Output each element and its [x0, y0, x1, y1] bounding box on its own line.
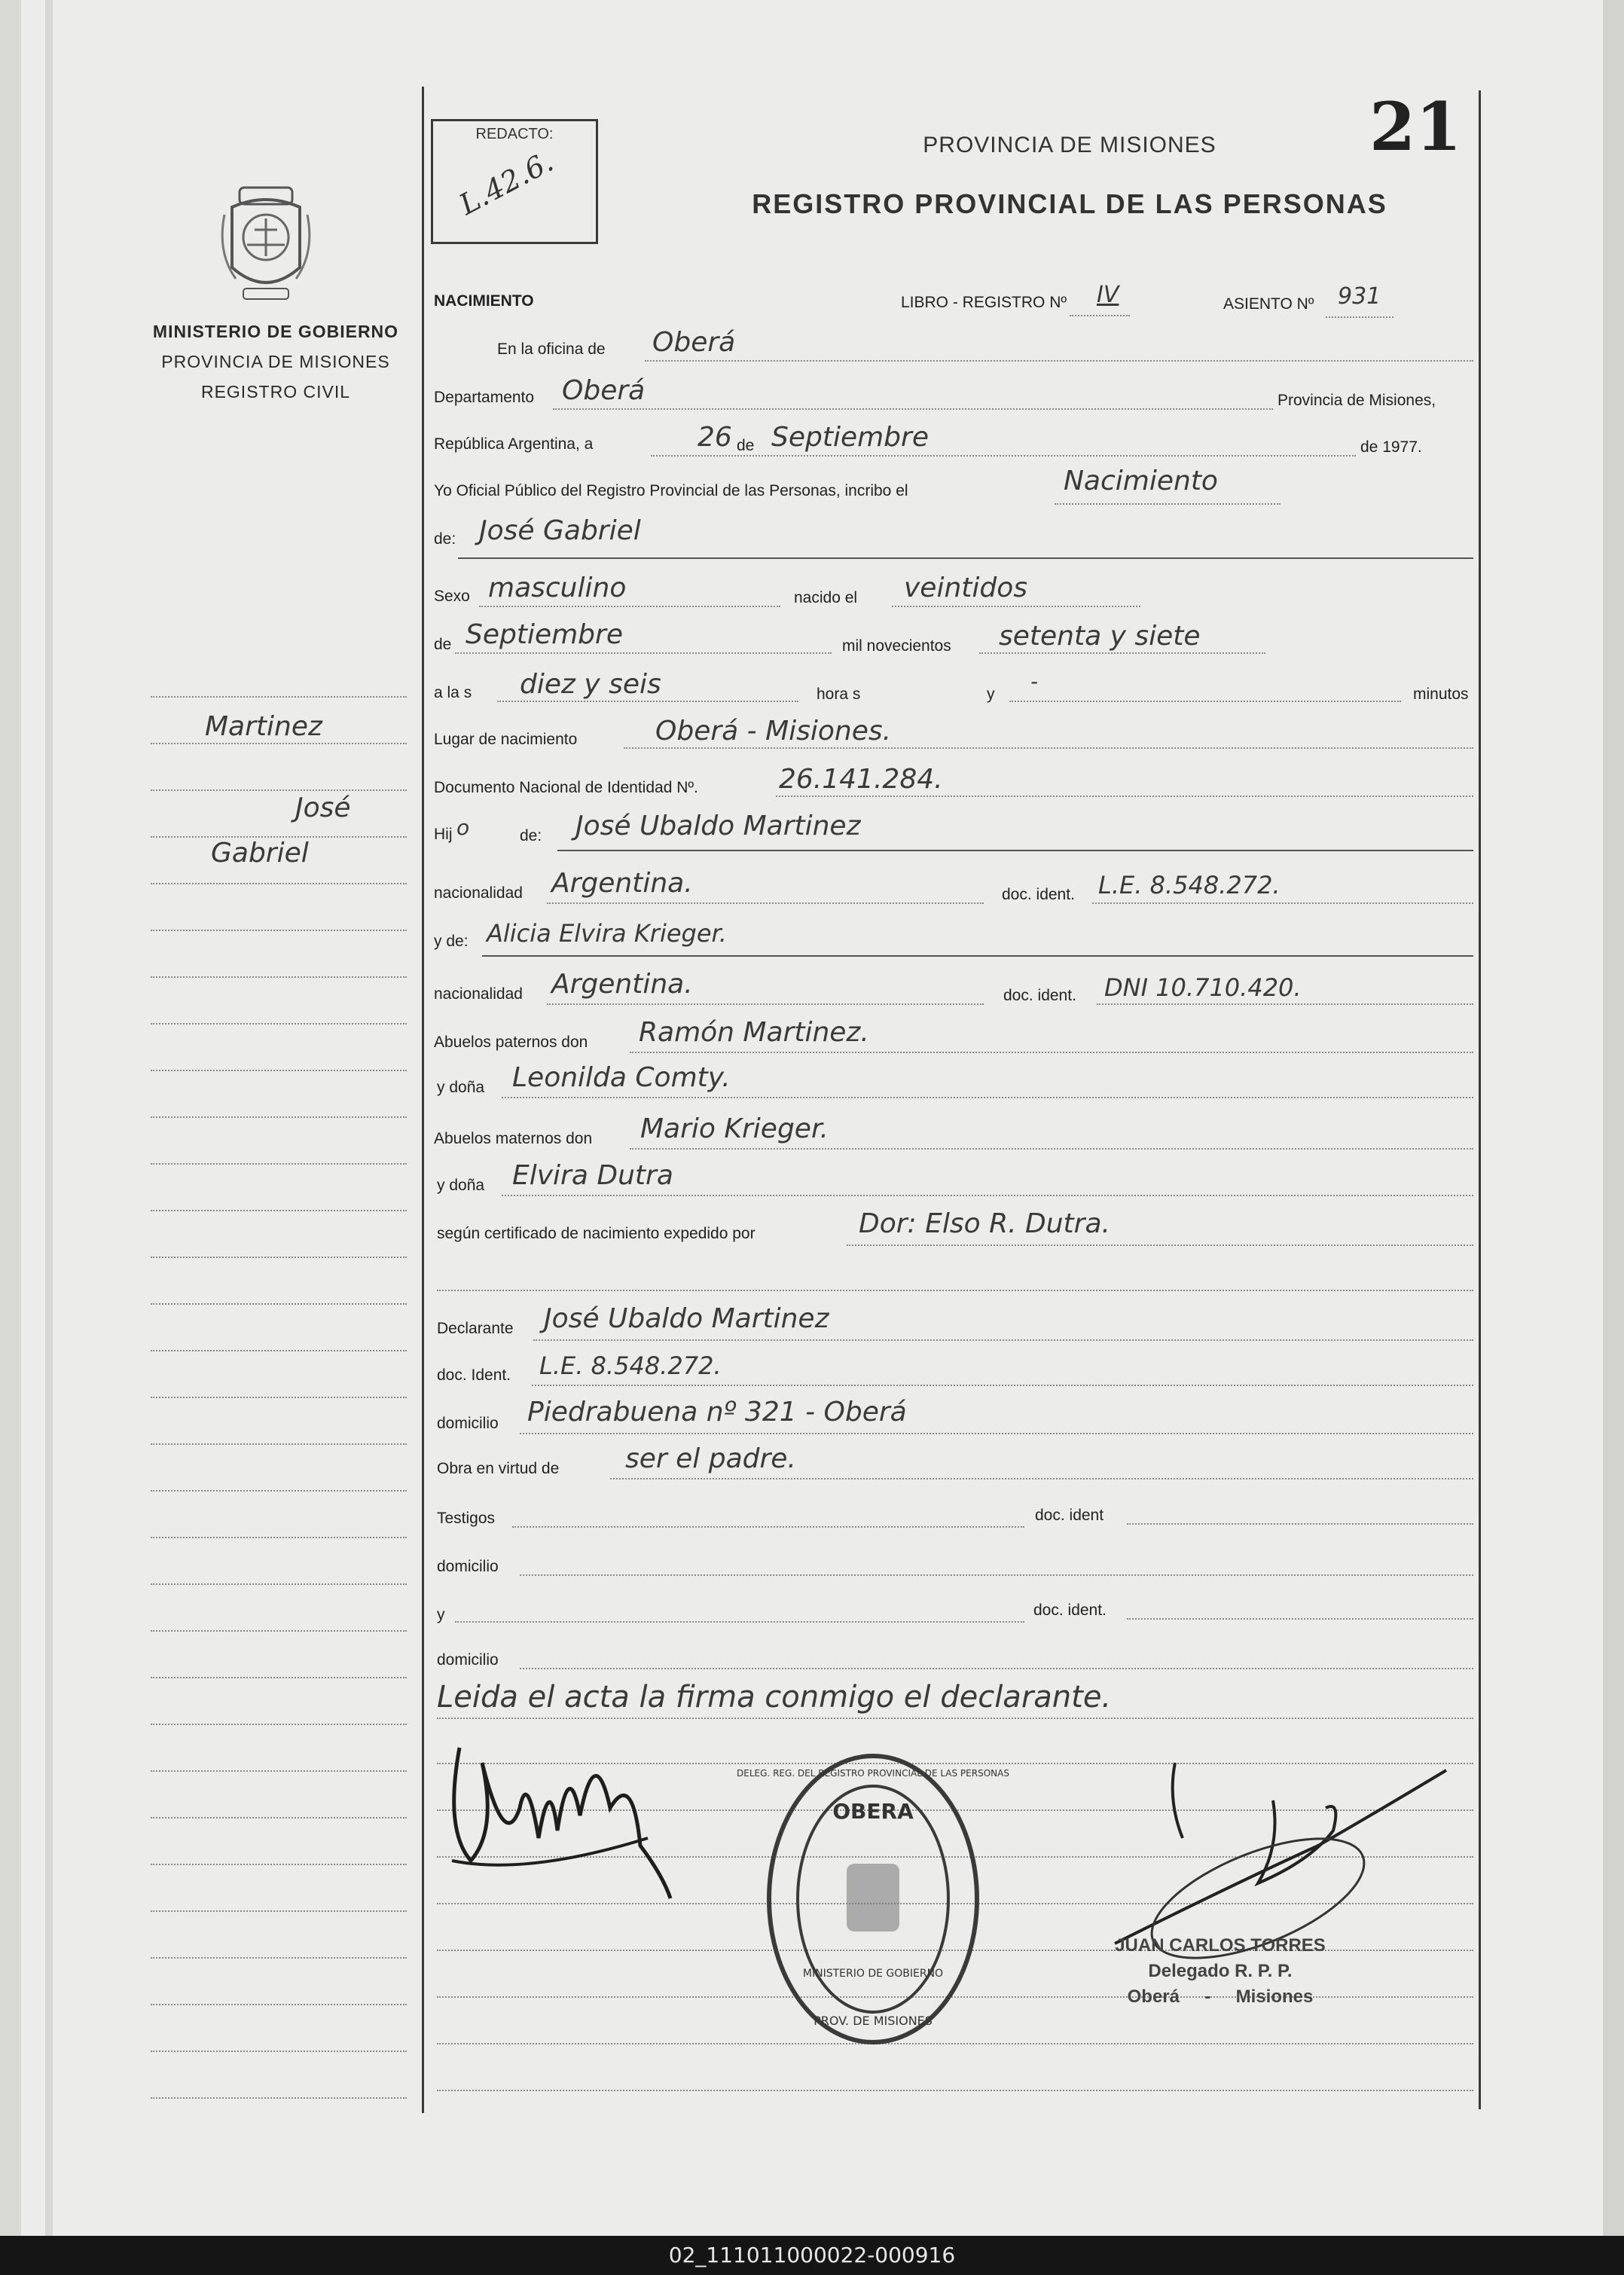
- page-edge: [0, 0, 21, 2236]
- hijo-label: Hij: [434, 826, 453, 843]
- nac2-dots: [547, 1003, 984, 1005]
- hijo-de-label: de:: [520, 827, 542, 844]
- officer-place-1: Oberá: [1127, 1986, 1180, 2007]
- abm-dona-label: y doña: [437, 1177, 485, 1194]
- header-registry: REGISTRO PROVINCIAL DE LAS PERSONAS: [752, 188, 1387, 219]
- margin-name-1: José: [295, 792, 351, 823]
- hour-dots: [497, 701, 798, 702]
- docid-label: doc. Ident.: [437, 1367, 511, 1384]
- oficial-value: Nacimiento: [1064, 466, 1218, 496]
- oficina-value: Oberá: [652, 327, 736, 358]
- declarante-dots: [533, 1339, 1473, 1341]
- signature-ruled-line: [437, 2090, 1473, 2091]
- margin-ruled-line: [151, 1210, 407, 1211]
- doc1-value: L.E. 8.548.272.: [1098, 871, 1281, 899]
- horas-label: hora s: [817, 686, 861, 703]
- margin-ruled-line: [151, 1163, 407, 1165]
- ministry-province: PROVINCIA DE MISIONES: [161, 352, 390, 371]
- margin-ruled-line: [151, 2097, 407, 2099]
- margin-ruled-line: [151, 1350, 407, 1351]
- nacido-label: nacido el: [794, 589, 858, 606]
- margin-ruled-line: [151, 1443, 407, 1445]
- name-underline: [458, 557, 1473, 559]
- oficina-label: En la oficina de: [497, 340, 606, 358]
- dni-label: Documento Nacional de Identidad Nº.: [434, 779, 698, 796]
- margin-ruled-line: [151, 1070, 407, 1071]
- margin-ruled-line: [151, 1490, 407, 1492]
- margin-ruled-line: [151, 1257, 407, 1258]
- doc2-value: DNI 10.710.420.: [1104, 973, 1302, 1002]
- yde-label: y de:: [434, 933, 469, 950]
- officer-place-2: Misiones: [1235, 1986, 1314, 2007]
- sexo-label: Sexo: [434, 588, 470, 605]
- ministry-block: [148, 316, 404, 407]
- page-gutter: [45, 0, 53, 2236]
- docid-value: L.E. 8.548.272.: [539, 1351, 722, 1380]
- margin-ruled-line: [151, 1724, 407, 1725]
- margin-ruled-line: [151, 2051, 407, 2052]
- libro-label: LIBRO - REGISTRO Nº: [901, 294, 1067, 311]
- fecha-de-label: de: [737, 437, 755, 454]
- officer-signature: [1085, 1755, 1461, 1951]
- hijo-suffix: o: [456, 815, 470, 840]
- folio-number: 21: [1369, 87, 1462, 166]
- officer-place: [1077, 1984, 1363, 2010]
- child-name: José Gabriel: [479, 515, 641, 546]
- margin-ruled-line: [151, 1677, 407, 1678]
- minutos-label: minutos: [1413, 686, 1469, 703]
- mother-name: Alicia Elvira Krieger.: [487, 919, 727, 948]
- official-seal: [737, 1751, 1009, 2048]
- frame-left-line: [422, 87, 424, 2113]
- fecha-year: de 1977.: [1360, 438, 1422, 456]
- lugar-label: Lugar de nacimiento: [434, 731, 578, 748]
- seal-inner-text: MINISTERIO DE GOBIERNO: [802, 1968, 944, 1980]
- scan-footer: [0, 2236, 1624, 2275]
- seal-top-text: OBERA: [832, 1799, 914, 1824]
- seal-outer-text: DELEG. REG. DEL REGISTRO PROVINCIAL DE LAS PERSONAS: [737, 1768, 1009, 1779]
- nac1-label: nacionalidad: [434, 884, 523, 902]
- month-label: de: [434, 636, 452, 653]
- cert-dots: [847, 1244, 1473, 1246]
- declarant-signature: [437, 1725, 685, 1906]
- name-de-label: de:: [434, 530, 456, 548]
- testigos-domicilio-label: domicilio: [437, 1558, 499, 1575]
- abm-label: Abuelos maternos don: [434, 1130, 593, 1147]
- obra-label: Obra en virtud de: [437, 1460, 560, 1477]
- lugar-value: Oberá - Misiones.: [655, 716, 892, 747]
- margin-ruled-line: [151, 930, 407, 931]
- testigos2-domicilio-dots: [520, 1668, 1473, 1669]
- frame-right-line: [1479, 90, 1481, 2109]
- domicilio-value: Piedrabuena nº 321 - Oberá: [527, 1397, 907, 1428]
- y2-label: y: [437, 1606, 445, 1623]
- libro-dots: [1070, 315, 1130, 316]
- min-value: -: [1030, 669, 1039, 694]
- sexo-dots: [479, 606, 780, 607]
- departamento-dots: [553, 408, 1273, 410]
- father-underline: [557, 850, 1473, 851]
- oficial-dots: [1055, 503, 1281, 505]
- margin-ruled-line: [151, 1770, 407, 1772]
- libro-value: IV: [1097, 282, 1119, 308]
- margin-ruled-line: [151, 1910, 407, 1912]
- nac2-value: Argentina.: [551, 969, 693, 1000]
- officer-block: [1077, 1933, 1363, 2010]
- seal-bottom-text: PROV. DE MISIONES: [814, 2014, 933, 2028]
- nac1-dots: [547, 902, 984, 904]
- testigos-doc-dots: [1127, 1523, 1473, 1525]
- testigos-doc-label: doc. ident: [1035, 1507, 1104, 1524]
- declarante-value: José Ubaldo Martinez: [544, 1303, 829, 1334]
- abp-dona-dots: [502, 1097, 1473, 1098]
- margin-ruled-line: [151, 696, 407, 698]
- obra-value: ser el padre.: [625, 1443, 796, 1474]
- testigos-label: Testigos: [437, 1510, 496, 1527]
- testigos2-doc-dots: [1127, 1618, 1473, 1620]
- doc2-label: doc. ident.: [1003, 987, 1076, 1004]
- margin-ruled-line: [151, 743, 407, 744]
- ministry-name: MINISTERIO DE GOBIERNO: [152, 322, 399, 341]
- republica-label: República Argentina, a: [434, 435, 594, 453]
- oficial-label: Yo Oficial Público del Registro Provincial de las Personas, incribo el: [434, 482, 908, 499]
- mil-dots: [979, 652, 1265, 654]
- redacto-value: L.42.6.: [453, 145, 559, 221]
- testigos2-doc-label: doc. ident.: [1033, 1602, 1107, 1619]
- asiento-label: ASIENTO Nº: [1223, 295, 1314, 313]
- cert-label: según certificado de nacimiento expedido por: [437, 1225, 756, 1242]
- asiento-dots: [1326, 316, 1394, 318]
- abp-dona-value: Leonilda Comty.: [512, 1062, 731, 1093]
- hour-value: diez y seis: [520, 669, 661, 700]
- abp-dots: [630, 1052, 1473, 1053]
- mother-underline: [482, 955, 1473, 957]
- closing-dots: [437, 1718, 1473, 1719]
- nac2-label: nacionalidad: [434, 985, 523, 1003]
- oficina-dots: [645, 360, 1473, 362]
- dni-value: 26.141.284.: [779, 764, 943, 795]
- redacto-label: REDACTO:: [475, 126, 554, 142]
- cert-value: Dor: Elso R. Dutra.: [859, 1208, 1110, 1239]
- margin-ruled-line: [151, 2004, 407, 2005]
- margin-ruled-line: [151, 883, 407, 884]
- month-dots: [455, 652, 832, 654]
- testigos2-domicilio-label: domicilio: [437, 1651, 499, 1669]
- page-edge-right: [1603, 0, 1624, 2236]
- margin-ruled-line: [151, 976, 407, 978]
- testigos-dots: [512, 1526, 1024, 1528]
- nac1-value: Argentina.: [551, 868, 693, 899]
- abm-dots: [630, 1148, 1473, 1150]
- month-value: Septiembre: [466, 619, 623, 650]
- officer-name: JUAN CARLOS TORRES: [1115, 1935, 1326, 1956]
- scan-filename: 02_111011000022-000916: [668, 2243, 956, 2267]
- margin-ruled-line: [151, 1817, 407, 1818]
- margin-ruled-line: [151, 1583, 407, 1585]
- margin-ruled-line: [151, 1397, 407, 1398]
- cert-dots-2: [437, 1290, 1473, 1291]
- abm-dona-dots: [502, 1195, 1473, 1196]
- margin-ruled-line: [151, 1630, 407, 1632]
- fecha-dots: [651, 455, 1356, 457]
- header-province: PROVINCIA DE MISIONES: [923, 133, 1216, 157]
- ministry-registry: REGISTRO CIVIL: [200, 382, 351, 402]
- min-dots: [1009, 701, 1401, 702]
- domicilio-label: domicilio: [437, 1415, 499, 1432]
- doc1-label: doc. ident.: [1002, 886, 1075, 903]
- margin-ruled-line: [151, 1864, 407, 1865]
- margin-ruled-line: [151, 1537, 407, 1538]
- departamento-label: Departamento: [434, 389, 535, 406]
- domicilio-dots: [520, 1433, 1473, 1434]
- record-type: NACIMIENTO: [434, 292, 534, 310]
- departamento-value: Oberá: [562, 375, 646, 406]
- margin-ruled-line: [151, 1116, 407, 1118]
- coat-of-arms-icon: [217, 185, 315, 305]
- sexo-value: masculino: [488, 573, 627, 603]
- y-label: y: [987, 686, 995, 703]
- dni-dots: [776, 795, 1473, 797]
- margin-ruled-line: [151, 1023, 407, 1025]
- mil-value: setenta y siete: [999, 621, 1201, 652]
- closing-text: Leida el acta la firma conmigo el declarante.: [437, 1680, 1112, 1715]
- abm-dona-value: Elvira Dutra: [512, 1160, 673, 1191]
- docid-dots: [532, 1385, 1473, 1386]
- asiento-value: 931: [1338, 283, 1381, 310]
- alas-label: a la s: [434, 684, 472, 701]
- officer-place-sep: -: [1204, 1986, 1211, 2007]
- fecha-month: Septiembre: [771, 422, 929, 453]
- margin-ruled-line: [151, 789, 407, 791]
- fecha-day: 26: [698, 422, 732, 453]
- abp-label: Abuelos paternos don: [434, 1034, 588, 1051]
- officer-title: Delegado R. P. P.: [1148, 1961, 1293, 1981]
- lugar-dots: [624, 747, 1473, 749]
- y2-dots: [455, 1621, 1024, 1623]
- doc2-dots: [1097, 1003, 1473, 1005]
- nacido-value: veintidos: [904, 573, 1028, 603]
- father-name: José Ubaldo Martinez: [575, 811, 861, 841]
- margin-ruled-line: [151, 1303, 407, 1305]
- abp-dona-label: y doña: [437, 1079, 485, 1096]
- margin-ruled-line: [151, 1957, 407, 1959]
- doc1-dots: [1092, 902, 1473, 904]
- obra-dots: [610, 1478, 1473, 1480]
- provincia-label: Provincia de Misiones,: [1278, 392, 1436, 409]
- abm-value: Mario Krieger.: [640, 1113, 829, 1144]
- redacto-box: [431, 119, 598, 244]
- margin-name-2: Gabriel: [211, 838, 309, 869]
- testigos-domicilio-dots: [520, 1574, 1473, 1576]
- abp-value: Ramón Martinez.: [639, 1017, 869, 1048]
- declarante-label: Declarante: [437, 1320, 514, 1337]
- nacido-dots: [892, 606, 1140, 607]
- margin-surname: Martinez: [205, 711, 322, 742]
- mil-label: mil novecientos: [842, 637, 951, 655]
